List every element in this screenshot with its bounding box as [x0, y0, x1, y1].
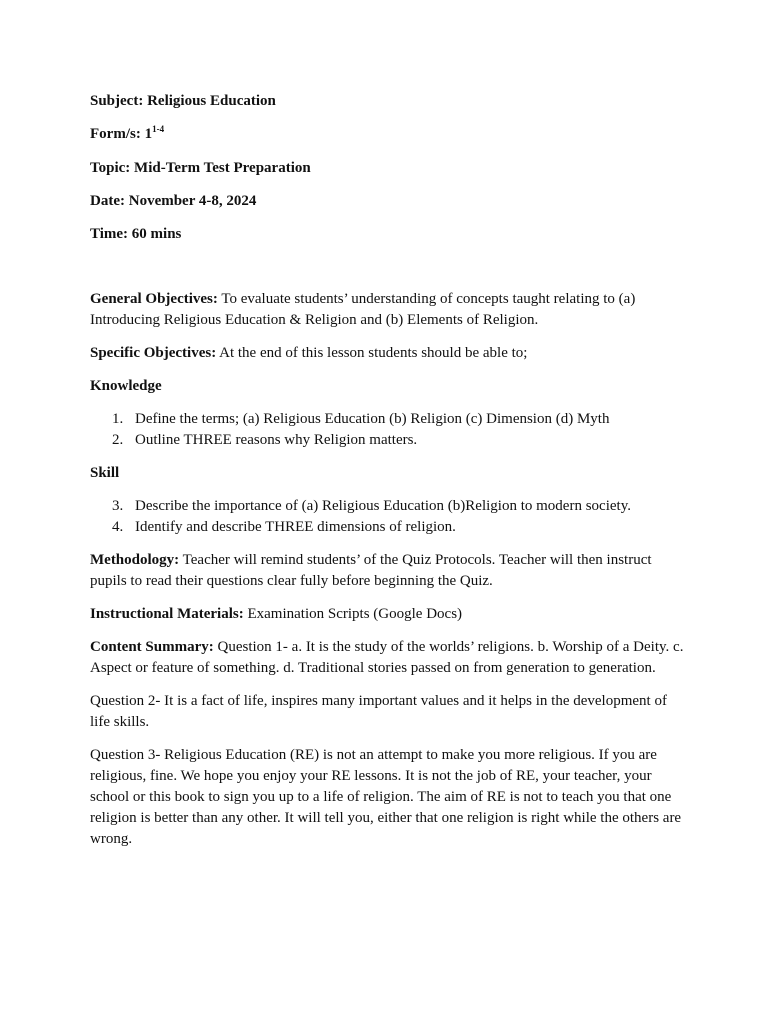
date-line: Date: November 4-8, 2024	[90, 193, 257, 209]
list-item-text: Outline THREE reasons why Religion matters.	[135, 432, 418, 448]
knowledge-list	[90, 409, 690, 451]
methodology-label: Methodology:	[90, 552, 180, 568]
general-objectives-label: General Objectives:	[90, 291, 218, 307]
list-item-number: 4.	[112, 519, 124, 535]
question-2: Question 2- It is a fact of life, inspires many important values and it helps in the development of life skills.	[90, 693, 667, 730]
skill-heading: Skill	[90, 465, 120, 481]
methodology	[90, 550, 690, 592]
specific-objectives	[90, 343, 690, 364]
content-summary-text: Question 1- a. It is the study of the worlds’ religions. b. Worship of a Deity. c. Aspect or feature of something. d. Traditional stories passed on from generation to generation.	[90, 639, 684, 676]
knowledge-heading: Knowledge	[90, 378, 162, 394]
list-item-number: 1.	[112, 411, 124, 427]
list-item-text: Describe the importance of (a) Religious Education (b)Religion to modern society.	[135, 498, 631, 514]
time-line: Time: 60 mins	[90, 226, 182, 242]
topic-line: Topic: Mid-Term Test Preparation	[90, 160, 311, 176]
content-summary-label: Content Summary:	[90, 639, 214, 655]
general-objectives-text: To evaluate students’ understanding of concepts taught relating to (a) Introducing Religious Education & Religion and (b) Elements of Religion.	[90, 291, 636, 328]
form-label: Form/s: 1	[90, 126, 153, 142]
question-3: Question 3- Religious Education (RE) is not an attempt to make you more religious. If you are religious, fine. We hope you enjoy your RE lessons. It is not the job of RE, your teacher, your school or this book to sign you up to a life of religion. The aim of RE is not to teach you that one religion is better than any other. It will tell you, either that one religion is right while the others are wrong.	[90, 747, 682, 847]
list-item-text: Define the terms; (a) Religious Education (b) Religion (c) Dimension (d) Myth	[135, 411, 610, 427]
lesson-header	[90, 91, 690, 245]
list-item	[90, 496, 690, 517]
specific-objectives-label: Specific Objectives:	[90, 345, 217, 361]
skill-list	[90, 496, 690, 538]
methodology-text: Teacher will remind students’ of the Quiz Protocols. Teacher will then instruct pupils to read their questions clear fully before beginning the Quiz.	[90, 552, 652, 589]
subject-line: Subject: Religious Education	[90, 93, 276, 109]
list-item-text: Identify and describe THREE dimensions of religion.	[135, 519, 456, 535]
list-item	[90, 409, 690, 430]
list-item-number: 3.	[112, 498, 124, 514]
specific-objectives-text: At the end of this lesson students should be able to;	[216, 345, 528, 361]
document-page	[90, 91, 690, 862]
list-item	[90, 517, 690, 538]
list-item-number: 2.	[112, 432, 124, 448]
content-summary	[90, 637, 690, 679]
general-objectives	[90, 289, 690, 331]
instructional-materials-text: Examination Scripts (Google Docs)	[243, 606, 463, 622]
instructional-materials-label: Instructional Materials:	[90, 606, 244, 622]
form-line	[90, 124, 690, 146]
list-item	[90, 430, 690, 451]
instructional-materials	[90, 604, 690, 625]
form-superscript: 1-4	[152, 124, 165, 134]
spacer	[90, 245, 690, 289]
